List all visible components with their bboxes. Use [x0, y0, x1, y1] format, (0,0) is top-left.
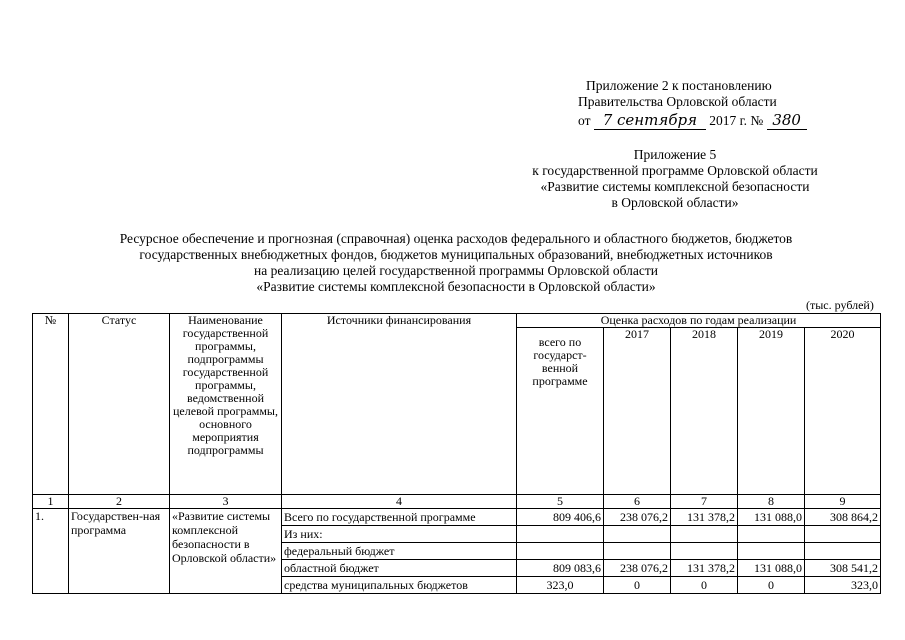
appendix-5-line1: Приложение 5	[633, 147, 717, 162]
title-line4: «Развитие системы комплексной безопасности в Орловской области»	[256, 279, 656, 294]
col-number: 7	[671, 495, 738, 509]
handwritten-date: 7 сентября	[602, 111, 698, 129]
appendix-5-line4: в Орловской области»	[611, 195, 739, 210]
value-total: 809 406,6	[517, 509, 604, 526]
value-2018	[671, 543, 738, 560]
header-name: Наименование государственной программы, подпрограммы государственной программы, ведомственной целевой программы, основного мероприятия подпрограммы	[170, 314, 282, 495]
units-label: (тыс. рублей)	[806, 298, 874, 312]
col-number: 2	[69, 495, 170, 509]
title-line3: на реализацию целей государственной программы Орловской области	[254, 263, 658, 278]
value-2020: 323,0	[805, 577, 881, 594]
date-field	[594, 112, 706, 130]
header-total-text: всего по государст-венной программе	[532, 335, 588, 388]
appendix-2-line2: Правительства Орловской области	[578, 94, 777, 109]
value-2017: 0	[604, 577, 671, 594]
appendix-5-line3: «Развитие системы комплексной безопасности	[540, 179, 810, 194]
appendix-5-header	[510, 147, 840, 211]
appendix-5-line2: к государственной программе Орловской области	[532, 163, 818, 178]
number-field	[767, 112, 807, 130]
value-2018: 131 378,2	[671, 560, 738, 577]
header-sources: Источники финансирования	[282, 314, 517, 495]
source-label: Из них:	[282, 526, 517, 543]
col-number: 4	[282, 495, 517, 509]
header-2019: 2019	[738, 328, 805, 495]
value-2020: 308 541,2	[805, 560, 881, 577]
header-num: №	[33, 314, 69, 495]
header-2020: 2020	[805, 328, 881, 495]
source-label: средства муниципальных бюджетов	[282, 577, 517, 594]
handwritten-number: 380	[772, 111, 801, 129]
title-line1: Ресурсное обеспечение и прогнозная (справочная) оценка расходов федерального и областного бюджетов, бюджетов	[119, 231, 793, 246]
value-2020: 308 864,2	[805, 509, 881, 526]
row-status: Государствен-ная программа	[69, 509, 170, 594]
source-label: областной бюджет	[282, 560, 517, 577]
col-number: 5	[517, 495, 604, 509]
value-total	[517, 526, 604, 543]
header-estimate: Оценка расходов по годам реализации	[517, 314, 881, 328]
value-2017: 238 076,2	[604, 560, 671, 577]
title-line2: государственных внебюджетных фондов, бюджетов муниципальных образований, внебюджетных источников	[139, 247, 773, 262]
row-name: «Развитие системы комплексной безопасности в Орловской области»	[170, 509, 282, 594]
value-2017: 238 076,2	[604, 509, 671, 526]
resource-table	[32, 313, 881, 594]
col-number: 8	[738, 495, 805, 509]
value-2019	[738, 526, 805, 543]
source-label: Всего по государственной программе	[282, 509, 517, 526]
year-number-label: 2017 г. №	[709, 113, 764, 128]
document-title	[40, 231, 872, 295]
source-label: федеральный бюджет	[282, 543, 517, 560]
header-total	[517, 328, 604, 495]
appendix-2-line1: Приложение 2 к постановлению	[586, 78, 772, 93]
value-total: 809 083,6	[517, 560, 604, 577]
value-2017	[604, 526, 671, 543]
value-2020	[805, 543, 881, 560]
col-number: 9	[805, 495, 881, 509]
header-2017: 2017	[604, 328, 671, 495]
row-num: 1.	[33, 509, 69, 594]
value-total	[517, 543, 604, 560]
appendix-2-date-line	[578, 112, 807, 130]
value-total: 323,0	[517, 577, 604, 594]
from-label: от	[578, 113, 591, 128]
value-2018	[671, 526, 738, 543]
value-2017	[604, 543, 671, 560]
value-2019: 131 088,0	[738, 509, 805, 526]
value-2019: 131 088,0	[738, 560, 805, 577]
col-number: 6	[604, 495, 671, 509]
value-2020	[805, 526, 881, 543]
header-status: Статус	[69, 314, 170, 495]
col-number: 3	[170, 495, 282, 509]
value-2018: 0	[671, 577, 738, 594]
value-2019	[738, 543, 805, 560]
header-2018: 2018	[671, 328, 738, 495]
value-2019: 0	[738, 577, 805, 594]
col-number: 1	[33, 495, 69, 509]
value-2018: 131 378,2	[671, 509, 738, 526]
appendix-2-header	[578, 78, 807, 130]
